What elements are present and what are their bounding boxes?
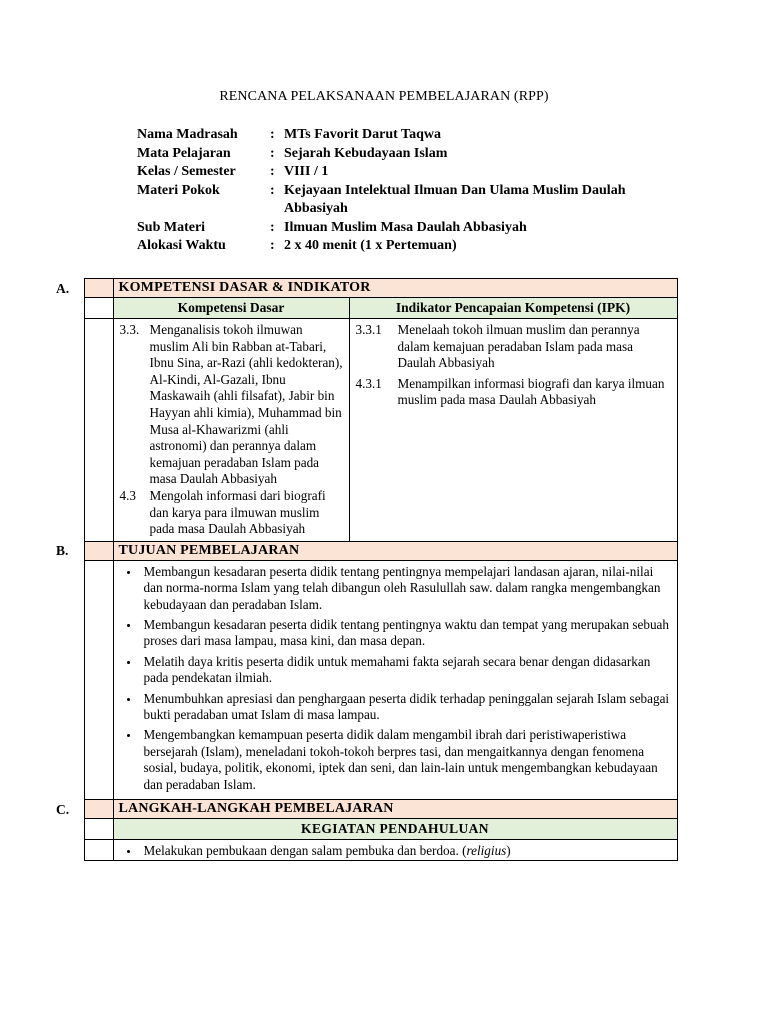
section-b-title: TUJUAN PEMBELAJARAN	[113, 541, 677, 560]
indent-cell	[84, 819, 113, 840]
identity-label: Materi Pokok	[137, 182, 220, 198]
identity-row-kelas	[137, 163, 674, 182]
list-item: • Mengembangkan kemampuan peserta didik dalam mengambil ibrah dari peristiwaperistiwa bersejarah (Islam), meneladani tokoh-tokoh berpres tasi, dan mengaitkannya dengan fenomena sosial, budaya, politik, ekonomi, iptek dan seni, dan lain-lain untuk mengembangkan kebudayaan dan peradaban Islam.	[140, 727, 671, 793]
list-item: • Menumbuhkan apresiasi dan penghargaan peserta didik terhadap peninggalan sejarah Islam sebagai bukti peradaban umat Islam di masa lampau.	[140, 691, 671, 724]
ipk-text: Menelaah tokoh ilmuan muslim dan perannya dalam kemajuan peradaban Islam pada masa Daulah Abbasiyah	[397, 322, 640, 371]
section-marker-cell	[84, 800, 113, 819]
indent-cell	[84, 298, 113, 319]
list-item: • Membangun kesadaran peserta didik tentang pentingnya mempelajari landasan ajaran, nilai-nilai dan norma-norma Islam yang telah dibangun oleh Rasulullah saw. dalam rangka mengembangkan kebudayaan dan peradaban Islam.	[140, 564, 671, 613]
identity-colon: :	[270, 164, 275, 179]
kd-item	[120, 322, 345, 488]
identity-value: Kejayaan Intelektual Ilmuan Dan Ulama Muslim Daulah Abbasiyah	[284, 182, 626, 216]
identity-row-alokasi	[137, 237, 674, 256]
section-b-content-row	[84, 560, 677, 799]
section-c-content-row	[84, 840, 677, 861]
identity-label: Sub Materi	[137, 219, 206, 235]
kd-text: Menganalisis tokoh ilmuwan muslim Ali bin Rabban at-Tabari, Ibnu Sina, ar-Razi (ahli kedokteran), Al-Kindi, Al-Gazali, Ibnu Maskawaih (ahli filsafat), Jabir bin Hayyan ahli kimia), Muhammad bin Musa al-Khawarizmi (ahli astronomi) dan perannya dalam kemajuan peradaban Islam pada masa Daulah Abbasiyah	[149, 322, 343, 487]
tujuan-list	[114, 561, 677, 799]
identity-row-mapel	[137, 145, 674, 164]
ipk-item	[356, 322, 673, 372]
kegiatan-cell	[113, 840, 677, 861]
ipk-number: 4.3.1	[355, 375, 382, 391]
identity-label: Kelas / Semester	[137, 164, 236, 179]
identity-colon: :	[270, 238, 275, 253]
list-item: • Melakukan pembukaan dengan salam pembuka dan berdoa. (religius)	[140, 843, 671, 859]
identity-value: 2 x 40 menit (1 x Pertemuan)	[284, 238, 457, 253]
ipk-column-header: Indikator Pencapaian Kompetensi (IPK)	[349, 298, 677, 319]
section-a-title: KOMPETENSI DASAR & INDIKATOR	[113, 279, 677, 298]
list-item: • Melatih daya kritis peserta didik untuk memahami fakta sejarah secara benar dengan didasarkan pada pendekatan ilmiah.	[140, 654, 671, 687]
identity-colon: :	[270, 182, 275, 198]
identity-block	[137, 126, 674, 256]
list-item: • Membangun kesadaran peserta didik tentang pentingnya waktu dan tempat yang merupakan sebuah proses dari masa lampau, masa kini, dan masa depan.	[140, 617, 671, 650]
section-a-content-row	[84, 319, 677, 542]
tujuan-cell	[113, 560, 677, 799]
kd-column-header: Kompetensi Dasar	[113, 298, 349, 319]
section-a-header-row: A. KOMPETENSI DASAR & INDIKATOR	[84, 279, 677, 298]
indent-cell	[84, 840, 113, 861]
identity-value: Sejarah Kebudayaan Islam	[284, 145, 448, 161]
identity-colon: :	[270, 127, 275, 142]
kegiatan-pendahuluan-header: KEGIATAN PENDAHULUAN	[113, 819, 677, 840]
identity-label: Nama Madrasah	[137, 127, 238, 142]
identity-row-materi	[137, 182, 674, 219]
identity-row-madrasah	[137, 126, 674, 145]
identity-value: Ilmuan Muslim Masa Daulah Abbasiyah	[284, 219, 527, 235]
section-c-title: LANGKAH-LANGKAH PEMBELAJARAN	[113, 800, 677, 819]
kegiatan-list	[114, 840, 677, 860]
section-c-subheader-row	[84, 819, 677, 840]
identity-value: VIII / 1	[284, 164, 329, 179]
section-marker-cell	[84, 279, 113, 298]
section-marker-cell	[84, 541, 113, 560]
identity-label: Mata Pelajaran	[137, 145, 231, 161]
identity-label: Alokasi Waktu	[137, 238, 226, 253]
kd-number: 4.3	[119, 487, 136, 503]
indent-cell	[84, 560, 113, 799]
ipk-number: 3.3.1	[355, 322, 382, 337]
kd-number: 3.3.	[119, 322, 140, 337]
section-c-header-row: C. LANGKAH-LANGKAH PEMBELAJARAN	[84, 800, 677, 819]
indent-cell	[84, 319, 113, 542]
identity-colon: :	[270, 145, 275, 161]
character-value: religius	[466, 843, 507, 858]
identity-colon: :	[270, 219, 275, 235]
ipk-text: Menampilkan informasi biografi dan karya ilmuan muslim pada masa Daulah Abbasiyah	[397, 375, 665, 408]
ipk-item	[356, 376, 673, 409]
identity-value: MTs Favorit Darut Taqwa	[284, 127, 442, 142]
ipk-cell	[349, 319, 677, 542]
document-title: RENCANA PELAKSANAAN PEMBELAJARAN (RPP)	[219, 89, 549, 104]
kd-item	[120, 488, 345, 538]
section-a-subheader-row	[84, 298, 677, 319]
section-b-header-row: B. TUJUAN PEMBELAJARAN	[84, 541, 677, 560]
kd-cell	[113, 319, 349, 542]
kd-text: Mengolah informasi dari biografi dan karya para ilmuwan muslim pada masa Daulah Abbasiyah	[149, 487, 326, 537]
identity-row-submateri	[137, 219, 674, 238]
rpp-table	[56, 278, 678, 861]
